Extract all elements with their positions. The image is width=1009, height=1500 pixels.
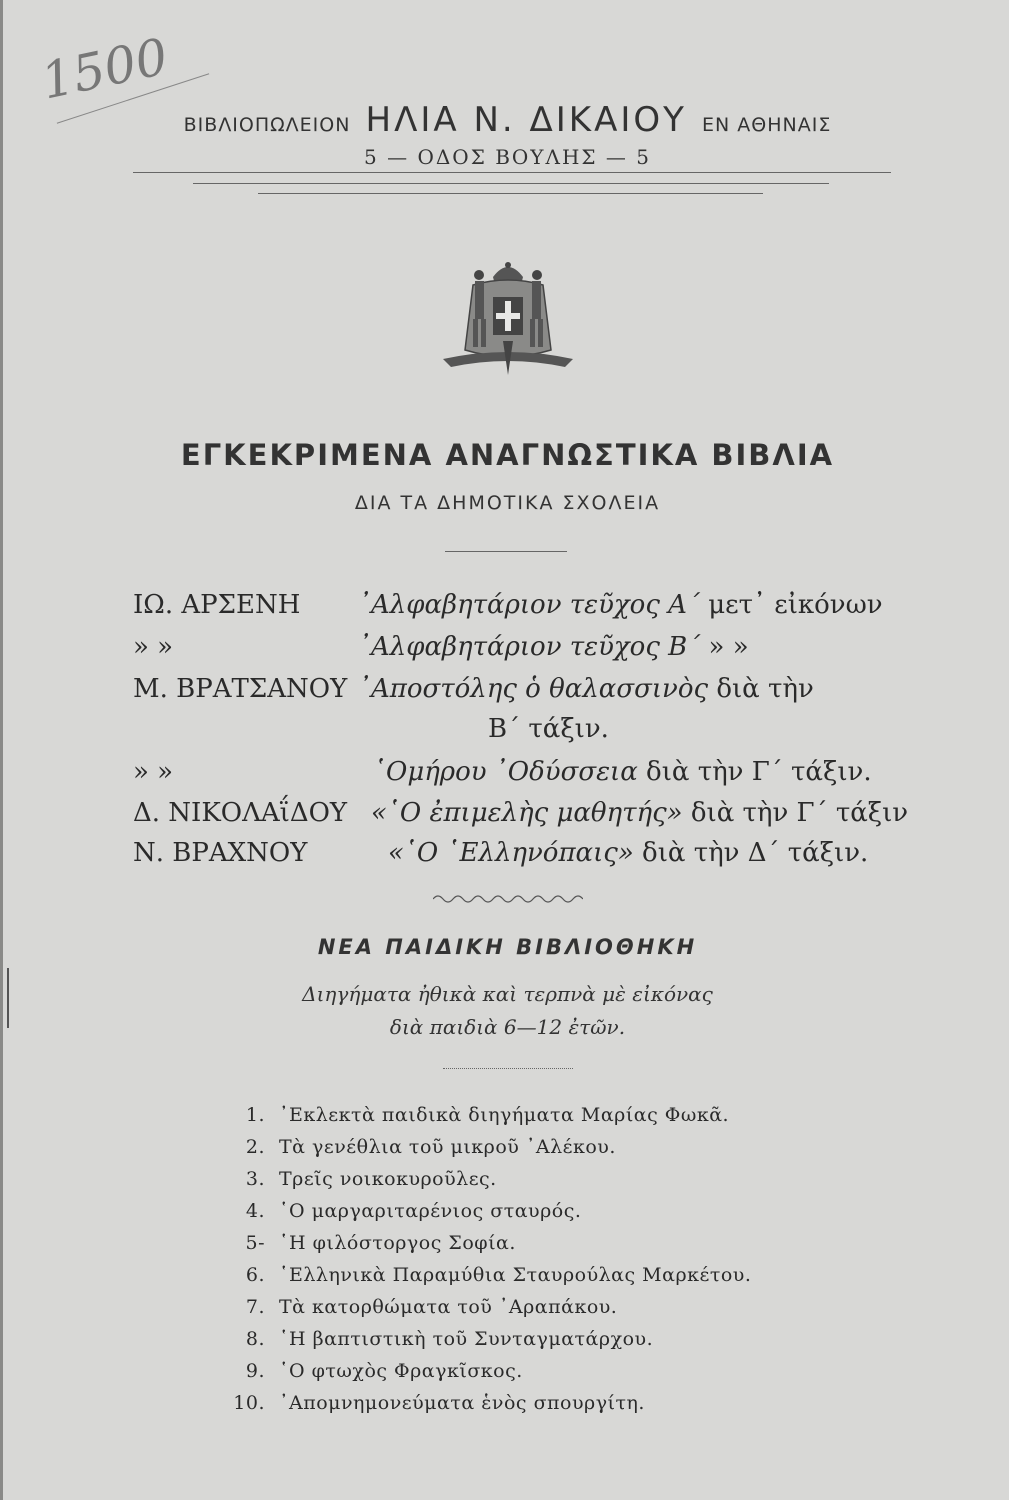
book-work xyxy=(358,632,749,662)
series-title: ΝΕΑ ΠΑΙΔΙΚΗ ΒΙΒΛΙΟΘΗΚΗ xyxy=(317,935,698,959)
list-item xyxy=(221,1232,516,1254)
book-title: ᾿Αποστόλης ὁ θαλασσινὸς xyxy=(358,674,709,704)
book-title: «῾Ο ῾Ελληνόπαις» xyxy=(388,838,634,868)
series-description-line: διὰ παιδιὰ 6—12 ἐτῶν. xyxy=(389,1015,626,1039)
book-continuation xyxy=(488,714,609,744)
list-title: ῾Η φιλόστοργος Σοφία. xyxy=(279,1232,516,1254)
book-note: διὰ τὴν Δ΄ τάξιν. xyxy=(633,838,869,868)
list-item xyxy=(221,1264,751,1286)
book-work xyxy=(388,838,868,868)
book-author: Δ. ΝΙΚΟΛΑΐΔΟΥ xyxy=(133,798,348,828)
list-item xyxy=(221,1392,645,1414)
list-number: 10. xyxy=(233,1392,265,1414)
book-note: Β΄ τάξιν. xyxy=(488,714,609,744)
list-item xyxy=(221,1168,497,1190)
list-item xyxy=(221,1136,616,1158)
list-number: 1. xyxy=(245,1104,265,1126)
list-number: 3. xyxy=(245,1168,265,1190)
publisher-line xyxy=(3,100,1009,140)
list-title: ῾Ο φτωχὸς Φραγκῖσκος. xyxy=(279,1360,523,1382)
book-note: διὰ τὴν Γ΄ τάξιν. xyxy=(637,757,872,787)
list-item xyxy=(221,1360,523,1382)
book-note: μετ᾿ εἰκόνων xyxy=(699,590,883,620)
list-number: 8. xyxy=(245,1328,265,1350)
list-item xyxy=(221,1104,729,1126)
book-author: ΙΩ. ΑΡΣΕΝΗ xyxy=(133,590,301,620)
divider-rule xyxy=(445,551,567,552)
book-author: » » xyxy=(133,757,174,787)
list-number: 6. xyxy=(245,1264,265,1286)
book-work xyxy=(373,757,872,787)
list-title: Τρεῖς νοικοκυροῦλες. xyxy=(279,1168,497,1190)
publisher-address: 5 — ΟΔΟΣ ΒΟΥΛΗΣ — 5 xyxy=(364,145,651,169)
list-title: ᾿Απομνημονεύματα ἑνὸς σπουργίτη. xyxy=(279,1392,645,1414)
book-title: ᾿Αλφαβητάριον τεῦχος Β΄ xyxy=(358,632,701,662)
book-work xyxy=(358,590,883,620)
list-number: 4. xyxy=(245,1200,265,1222)
list-number: 7. xyxy=(245,1296,265,1318)
book-note: διὰ τὴν xyxy=(708,674,814,704)
heading-title: ΕΓΚΕΚΡΙΜΕΝΑ ΑΝΑΓΝΩΣΤΙΚΑ ΒΙΒΛΙΑ xyxy=(180,438,835,472)
publisher-prefix: ΒΙΒΛΙΟΠΩΛΕΙΟΝ xyxy=(183,114,351,136)
book-work xyxy=(358,674,814,704)
wavy-ornament-icon xyxy=(433,893,583,905)
handwritten-note: 1500 xyxy=(36,27,173,111)
dotted-divider xyxy=(443,1068,573,1069)
book-note: » » xyxy=(700,632,749,662)
book-row xyxy=(133,798,909,834)
book-author: » » xyxy=(133,632,174,662)
divider-rule xyxy=(193,183,829,184)
list-title: Τὰ γενέθλια τοῦ μικροῦ ᾿Αλέκου. xyxy=(279,1136,616,1158)
list-item xyxy=(221,1328,653,1350)
book-title: «῾Ο ἐπιμελὴς μαθητής» xyxy=(371,798,683,828)
book-title: ῾Ομήρου ᾿Οδύσσεια xyxy=(373,757,638,787)
book-row xyxy=(133,838,903,874)
list-item xyxy=(221,1200,581,1222)
book-row xyxy=(133,590,903,626)
book-work xyxy=(371,798,908,828)
list-number: 2. xyxy=(245,1136,265,1158)
list-title: Τὰ κατορθώματα τοῦ ᾿Αραπάκου. xyxy=(279,1296,618,1318)
book-author: Ν. ΒΡΑΧΝΟΥ xyxy=(133,838,308,868)
list-title: ῾Ελληνικὰ Παραμύθια Σταυρούλας Μαρκέτου. xyxy=(279,1264,752,1286)
book-note: διὰ τὴν Γ΄ τάξιν xyxy=(682,798,909,828)
list-title: ῾Η βαπτιστικὴ τοῦ Συνταγματάρχου. xyxy=(279,1328,654,1350)
publisher-name: ΗΛΙΑ Ν. ΔΙΚΑΙΟΥ xyxy=(365,100,687,140)
list-number: 9. xyxy=(245,1360,265,1382)
heading-subtitle: ΔΙΑ ΤΑ ΔΗΜΟΤΙΚΑ ΣΧΟΛΕΙΑ xyxy=(354,492,661,514)
list-title: ῾Ο μαργαριταρένιος σταυρός. xyxy=(279,1200,582,1222)
list-title: ᾿Εκλεκτὰ παιδικὰ διηγήματα Μαρίας Φωκᾶ. xyxy=(279,1104,730,1126)
list-item xyxy=(221,1296,617,1318)
list-number: 5- xyxy=(245,1232,265,1254)
book-title: ᾿Αλφαβητάριον τεῦχος Α΄ xyxy=(358,590,700,620)
book-row xyxy=(133,757,903,793)
publisher-suffix: ΕΝ ΑΘΗΝΑΙΣ xyxy=(702,114,832,136)
divider-rule xyxy=(258,193,763,194)
coat-of-arms-icon xyxy=(443,255,573,380)
series-description-line: Διηγήματα ἠθικὰ καὶ τερπνὰ μὲ εἰκόνας xyxy=(302,982,713,1006)
book-row xyxy=(133,714,903,750)
book-row xyxy=(133,674,903,710)
book-author: Μ. ΒΡΑΤΣΑΝΟΥ xyxy=(133,674,348,704)
margin-mark xyxy=(7,968,9,1028)
divider-rule xyxy=(133,172,891,173)
book-row xyxy=(133,632,903,668)
